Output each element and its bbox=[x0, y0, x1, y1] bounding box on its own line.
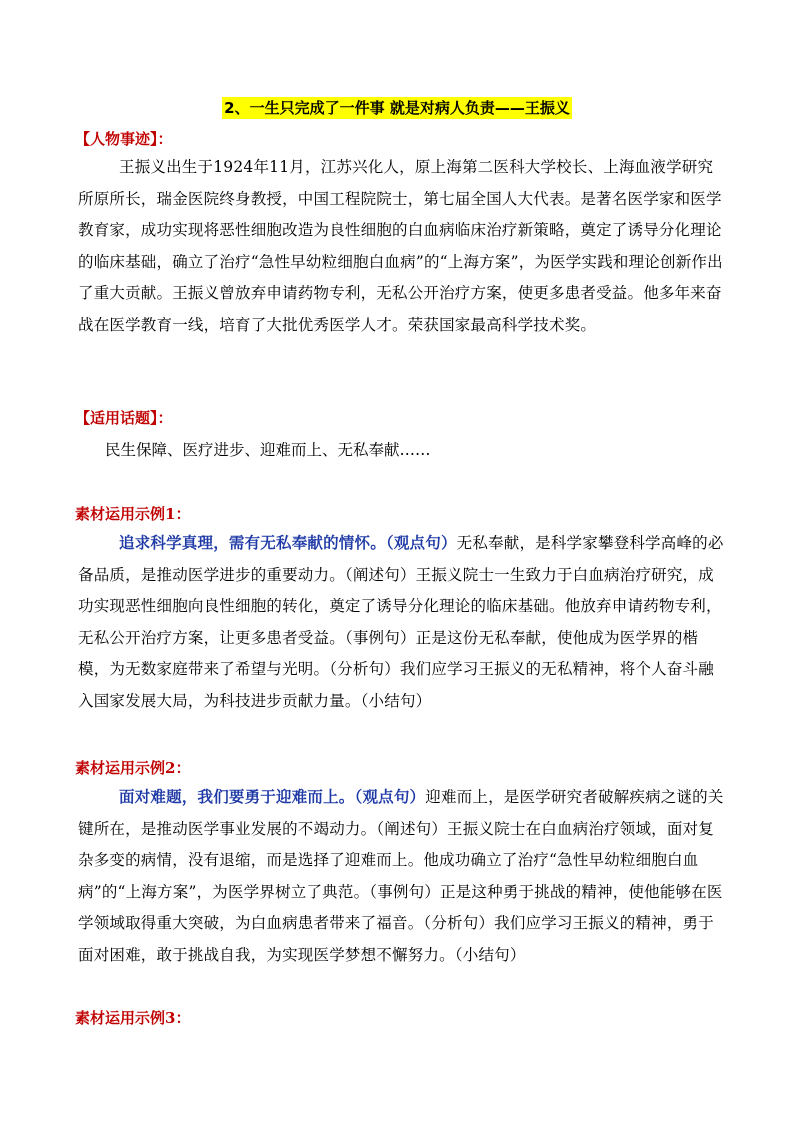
profile-paragraph: 王振义出生于1924年11月，江苏兴化人，原上海第二医科大学校长、上海血液学研究所原所长，瑞金医院终身教授，中国工程院院士，第七届全国人大代表。是著名医学家和医学教育家，成功实现将恶性细胞改造为良性细胞的白血病临床治疗新策略，奠定了诱导分化理论的临床基础，确立了治疗“急性早幼粒细胞白血病”的“上海方案”，为医学实践和理论创新作出了重大贡献。王振义曾放弃申请药物专利，无私公开治疗方案，使更多患者受益。他多年来奋战在医学教育一线，培育了大批优秀医学人才。荣获国家最高科学技术奖。 bbox=[78, 158, 723, 334]
example-2-lead: 面对难题，我们要勇于迎难而上。（观点句） bbox=[119, 787, 426, 806]
example-2-paragraph bbox=[78, 781, 728, 971]
example-1-lead: 追求科学真理，需有无私奉献的情怀。（观点句） bbox=[119, 533, 457, 552]
example-3-label: 素材运用示例3： bbox=[75, 1009, 191, 1027]
title-container bbox=[0, 97, 794, 118]
topics-heading: 【适用话题】： bbox=[75, 409, 173, 427]
example-2-label: 素材运用示例2： bbox=[75, 759, 191, 777]
example-2-body: 迎难而上，是医学研究者破解疾病之谜的关键所在，是推动医学事业发展的不竭动力。（阐述句）王振义院士在白血病治疗领域，面对复杂多变的病情，没有退缩，而是选择了迎难而上。他成功确立了治疗“急性早幼粒细胞白血病”的“上海方案”，为医学界树立了典范。（事例句）正是这种勇于挑战的精神，使他能够在医学领域取得重大突破，为白血病患者带来了福音。（分析句）我们应学习王振义的精神，勇于面对困难，敢于挑战自我，为实现医学梦想不懈努力。（小结句） bbox=[78, 788, 724, 964]
example-1-label: 素材运用示例1： bbox=[75, 505, 191, 523]
example-1-body: 无私奉献，是科学家攀登科学高峰的必备品质，是推动医学进步的重要动力。（阐述句）王振义院士一生致力于白血病治疗研究，成功实现恶性细胞向良性细胞的转化，奠定了诱导分化理论的临床基础。他放弃申请药物专利，无私公开治疗方案，让更多患者受益。（事例句）正是这份无私奉献，使他成为医学界的楷模，为无数家庭带来了希望与光明。（分析句）我们应学习王振义的无私精神，将个人奋斗融入国家发展大局，为科技进步贡献力量。（小结句） bbox=[78, 534, 724, 710]
document-title: 2、一生只完成了一件事 就是对病人负责——王振义 bbox=[224, 99, 570, 117]
example-1-paragraph bbox=[78, 527, 728, 717]
topics-text: 民生保障、医疗进步、迎难而上、无私奉献…… bbox=[105, 441, 431, 459]
profile-heading: 【人物事迹】： bbox=[75, 130, 173, 148]
